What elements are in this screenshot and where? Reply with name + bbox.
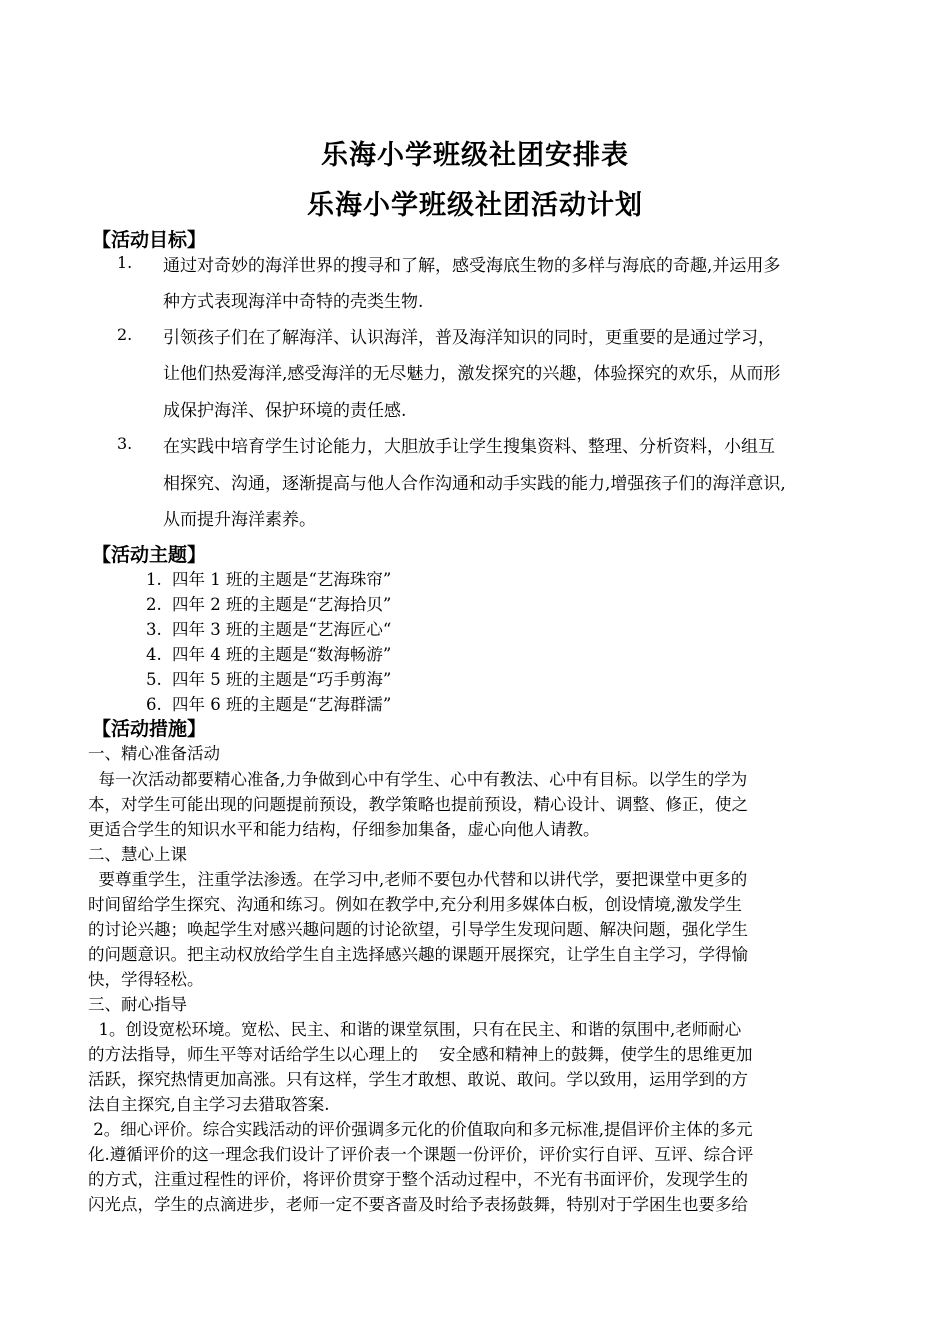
page-title: 乐海小学班级社团安排表 — [321, 140, 629, 171]
paragraph-line: 要尊重学生，注重学法渗透。在学习中,老师不要包办代替和以讲代学，要把课堂中更多的 — [88, 870, 748, 889]
goal-number: 3. — [117, 434, 133, 453]
paragraph-line: 每一次活动都要精心准备,力争做到心中有学生、心中有教法、心中有目标。以学生的学为 — [88, 770, 748, 789]
theme-number: 3. — [146, 620, 162, 639]
paragraph-line: 化.遵循评价的这一理念我们设计了评价表一个课题一份评价，评价实行自评、互评、综合评 — [88, 1145, 754, 1164]
goal-line: 成保护海洋、保护环境的责任感. — [163, 401, 407, 421]
paragraph-line: 2。细心评价。综合实践活动的评价强调多元化的价值取向和多元标准,提倡评价主体的多元 — [88, 1120, 753, 1139]
theme-number: 2. — [146, 595, 162, 614]
paragraph-line: 法自主探究,自主学习去猎取答案. — [88, 1095, 330, 1114]
paragraph-line: 本，对学生可能出现的问题提前预设，教学策略也提前预设，精心设计、调整、修正，使之 — [88, 795, 748, 814]
theme-item — [146, 591, 391, 615]
paragraph-line: 时间留给学生探究、沟通和练习。例如在教学中,充分利用多媒体白板，创设情境,激发学生 — [88, 895, 742, 914]
paragraph-line: 的方法指导，师生平等对话给学生以心理上的 安全感和精神上的鼓舞，使学生的思维更加 — [88, 1045, 753, 1064]
theme-text: 四年 4 班的主题是“数海畅游” — [172, 645, 392, 664]
goal-line: 种方式表现海洋中奇特的壳类生物. — [163, 292, 424, 312]
goal-number: 1. — [117, 253, 133, 272]
goal-number: 2. — [117, 325, 133, 344]
paragraph-line: 1。创设宽松环境。宽松、民主、和谐的课堂氛围，只有在民主、和谐的氛围中,老师耐心 — [88, 1020, 742, 1039]
paragraph-line: 闪光点，学生的点滴进步，老师一定不要吝啬及时给予表扬鼓舞，特别对于学困生也要多给 — [88, 1195, 748, 1214]
theme-number: 6. — [146, 695, 162, 714]
section-heading-measures: 【活动措施】 — [92, 718, 207, 740]
goal-line: 引领孩子们在了解海洋、认识海洋，普及海洋知识的同时，更重要的是通过学习， — [163, 328, 775, 348]
theme-item — [146, 666, 391, 690]
goal-line: 通过对奇妙的海洋世界的搜寻和了解，感受海底生物的多样与海底的奇趣,并运用多 — [163, 256, 781, 276]
measure-heading: 二、慧心上课 — [88, 845, 187, 864]
page-subtitle: 乐海小学班级社团活动计划 — [307, 190, 643, 221]
theme-item — [146, 641, 391, 665]
theme-text: 四年 5 班的主题是“巧手剪海” — [172, 670, 392, 689]
theme-text: 四年 2 班的主题是“艺海拾贝” — [172, 595, 392, 614]
paragraph-line: 快，学得轻松。 — [88, 970, 204, 989]
goal-line: 让他们热爱海洋,感受海洋的无尽魅力，激发探究的兴趣，体验探究的欢乐，从而形 — [163, 364, 781, 384]
goal-line: 相探究、沟通，逐渐提高与他人合作沟通和动手实践的能力,增强孩子们的海洋意识, — [163, 474, 786, 494]
theme-text: 四年 1 班的主题是“艺海珠帘” — [172, 570, 392, 589]
paragraph-line: 更适合学生的知识水平和能力结构，仔细参加集备，虚心向他人请教。 — [88, 820, 600, 839]
theme-number: 4. — [146, 645, 162, 664]
paragraph-line: 的方式，注重过程性的评价，将评价贯穿于整个活动过程中，不光有书面评价，发现学生的 — [88, 1170, 748, 1189]
paragraph-line: 活跃，探究热情更加高涨。只有这样，学生才敢想、敢说、敢问。学以致用，运用学到的方 — [88, 1070, 748, 1089]
measure-heading: 三、耐心指导 — [88, 995, 187, 1014]
paragraph-line: 的讨论兴趣；唤起学生对感兴趣问题的讨论欲望，引导学生发现问题、解决问题，强化学生 — [88, 920, 748, 939]
theme-item — [146, 566, 391, 590]
paragraph-line: 的问题意识。把主动权放给学生自主选择感兴趣的课题开展探究，让学生自主学习，学得愉 — [88, 945, 748, 964]
theme-item — [146, 616, 391, 640]
section-heading-themes: 【活动主题】 — [92, 544, 207, 566]
theme-number: 5. — [146, 670, 162, 689]
theme-number: 1. — [146, 570, 162, 589]
section-heading-goals: 【活动目标】 — [92, 229, 207, 251]
goal-line: 在实践中培育学生讨论能力，大胆放手让学生搜集资料、整理、分析资料，小组互 — [163, 437, 775, 457]
theme-text: 四年 6 班的主题是“艺海群濡” — [172, 695, 392, 714]
theme-text: 四年 3 班的主题是“艺海匠心“ — [172, 620, 392, 639]
goal-line: 从而提升海洋素养。 — [163, 510, 316, 530]
measure-heading: 一、精心准备活动 — [88, 744, 220, 763]
theme-item — [146, 691, 391, 715]
